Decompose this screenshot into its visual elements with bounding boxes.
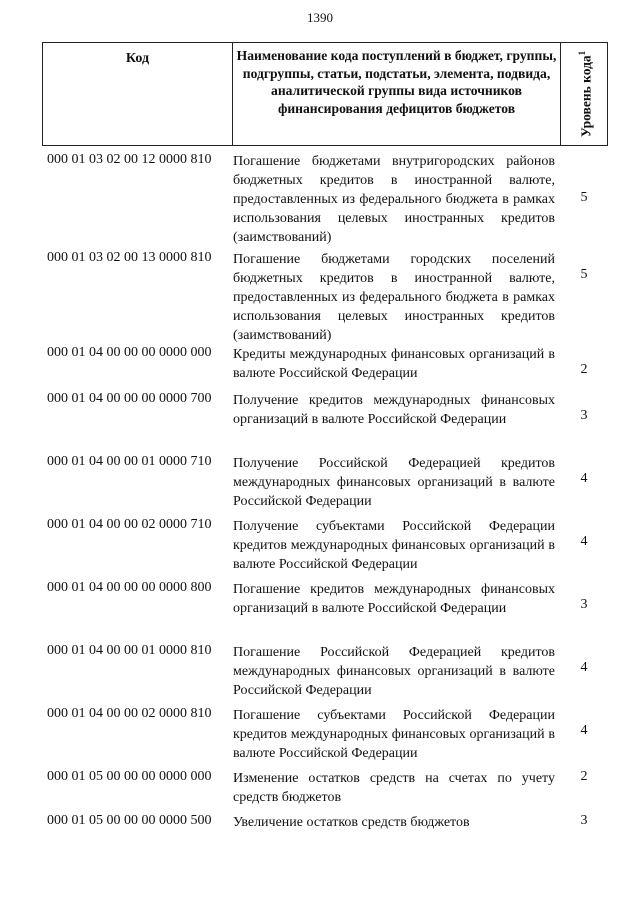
row-level: 5 bbox=[580, 190, 588, 205]
row-code: 000 01 04 00 00 00 0000 000 bbox=[47, 345, 212, 360]
row-level: 3 bbox=[580, 813, 588, 828]
row-code: 000 01 04 00 00 00 0000 700 bbox=[47, 391, 212, 406]
header-name: Наименование кода поступлений в бюджет, группы, подгруппы, статьи, подстатьи, элемента, подвида, аналитической группы вида источников финансирования дефицитов бюджетов bbox=[233, 43, 561, 145]
row-name: Получение кредитов международных финансовых организаций в валюте Российской Федерации bbox=[233, 393, 555, 427]
row-code: 000 01 04 00 00 01 0000 710 bbox=[47, 454, 212, 469]
row-name: Погашение субъектами Российской Федерации кредитов международных финансовых организаций в валюте Российской Федерации bbox=[233, 708, 555, 761]
row-name: Погашение бюджетами городских поселений бюджетных кредитов в иностранной валюте, предоставленных из федерального бюджета в рамках использования целевых иностранных кредитов (заимствований) bbox=[233, 252, 555, 343]
row-code: 000 01 03 02 00 13 0000 810 bbox=[47, 250, 212, 265]
row-name: Кредиты международных финансовых организаций в валюте Российской Федерации bbox=[233, 347, 555, 381]
row-level: 2 bbox=[580, 362, 588, 377]
row-name: Погашение бюджетами внутригородских районов бюджетных кредитов в иностранной валюте, предоставленных из федерального бюджета в рамках использования целевых иностранных кредитов (заимствований) bbox=[233, 154, 555, 245]
page-number: 1390 bbox=[307, 10, 333, 25]
row-code: 000 01 04 00 00 02 0000 810 bbox=[47, 706, 212, 721]
row-level: 3 bbox=[580, 408, 588, 423]
row-name: Погашение кредитов международных финансовых организаций в валюте Российской Федерации bbox=[233, 582, 555, 616]
row-code: 000 01 05 00 00 00 0000 000 bbox=[47, 769, 212, 784]
header-level-footnote: 1 bbox=[576, 50, 587, 56]
row-code: 000 01 04 00 00 02 0000 710 bbox=[47, 517, 212, 532]
row-level: 2 bbox=[580, 769, 588, 784]
header-code: Код bbox=[43, 43, 233, 145]
row-name: Получение Российской Федерацией кредитов международных финансовых организаций в валюте Российской Федерации bbox=[233, 456, 555, 509]
row-level: 4 bbox=[580, 534, 588, 549]
row-name: Увеличение остатков средств бюджетов bbox=[233, 815, 470, 830]
row-level: 5 bbox=[580, 267, 588, 282]
header-level-label bbox=[574, 51, 593, 137]
row-name: Погашение Российской Федерацией кредитов международных финансовых организаций в валюте Российской Федерации bbox=[233, 645, 555, 698]
header-level-text: Уровень кода bbox=[577, 55, 593, 138]
row-code: 000 01 04 00 00 00 0000 800 bbox=[47, 580, 212, 595]
row-level: 4 bbox=[580, 723, 588, 738]
header-level bbox=[561, 43, 606, 145]
row-level: 4 bbox=[580, 660, 588, 675]
row-name: Изменение остатков средств на счетах по учету средств бюджетов bbox=[233, 771, 555, 805]
row-code: 000 01 05 00 00 00 0000 500 bbox=[47, 813, 212, 828]
row-code: 000 01 04 00 00 01 0000 810 bbox=[47, 643, 212, 658]
table-header bbox=[42, 42, 608, 146]
row-level: 3 bbox=[580, 597, 588, 612]
row-code: 000 01 03 02 00 12 0000 810 bbox=[47, 152, 212, 167]
row-level: 4 bbox=[580, 471, 588, 486]
row-name: Получение субъектами Российской Федерации кредитов международных финансовых организаций в валюте Российской Федерации bbox=[233, 519, 555, 572]
